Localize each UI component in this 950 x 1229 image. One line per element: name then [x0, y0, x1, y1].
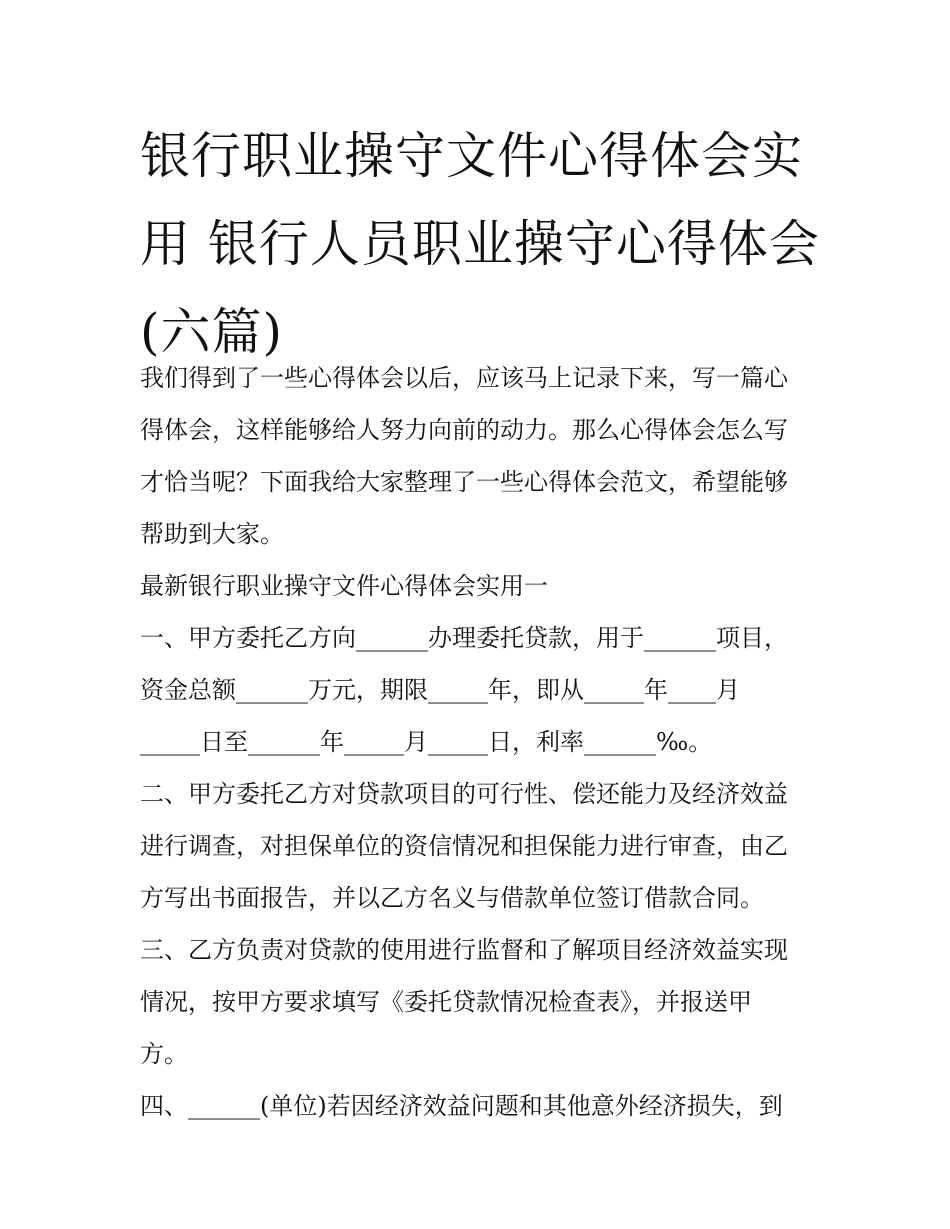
title-line: 银行职业操守文件心得体会实 [140, 127, 803, 185]
section-heading [140, 560, 820, 612]
text-line: 得体会，这样能够给人努力向前的动力。那么心得体会怎么写 [140, 416, 788, 444]
text-line: _____日至______年_____月_____日，利率______‰。 [140, 728, 713, 756]
text-line: 帮助到大家。 [140, 520, 284, 548]
text-line: 二、甲方委托乙方对贷款项目的可行性、偿还能力及经济效益 [140, 780, 788, 808]
text-line: 才恰当呢？下面我给大家整理了一些心得体会范文，希望能够 [140, 468, 788, 496]
title-line: 用 银行人员职业操守心得体会 [140, 215, 820, 273]
clause-one [140, 612, 820, 768]
clause-four [140, 1080, 820, 1132]
text-line: 最新银行职业操守文件心得体会实用一 [140, 572, 548, 600]
intro-paragraph [140, 352, 820, 560]
clause-two [140, 768, 820, 924]
text-line: 四、______(单位)若因经济效益问题和其他意外经济损失，到 [140, 1092, 783, 1120]
document-title [140, 112, 820, 376]
document-body [140, 352, 820, 1132]
text-line: 方。 [140, 1040, 188, 1068]
text-line: 三、乙方负责对贷款的使用进行监督和了解项目经济效益实现 [140, 936, 788, 964]
text-line: 方写出书面报告，并以乙方名义与借款单位签订借款合同。 [140, 884, 764, 912]
text-line: 资金总额______万元，期限_____年，即从_____年____月 [140, 676, 740, 704]
text-line: 我们得到了一些心得体会以后，应该马上记录下来，写一篇心 [140, 364, 788, 392]
clause-three [140, 924, 820, 1080]
text-line: 进行调查，对担保单位的资信情况和担保能力进行审查，由乙 [140, 832, 788, 860]
text-line: 情况，按甲方要求填写《委托贷款情况检查表》，并报送甲 [140, 988, 752, 1016]
text-line: 一、甲方委托乙方向______办理委托贷款，用于______项目， [140, 624, 788, 652]
title-line: (六篇) [140, 303, 284, 361]
